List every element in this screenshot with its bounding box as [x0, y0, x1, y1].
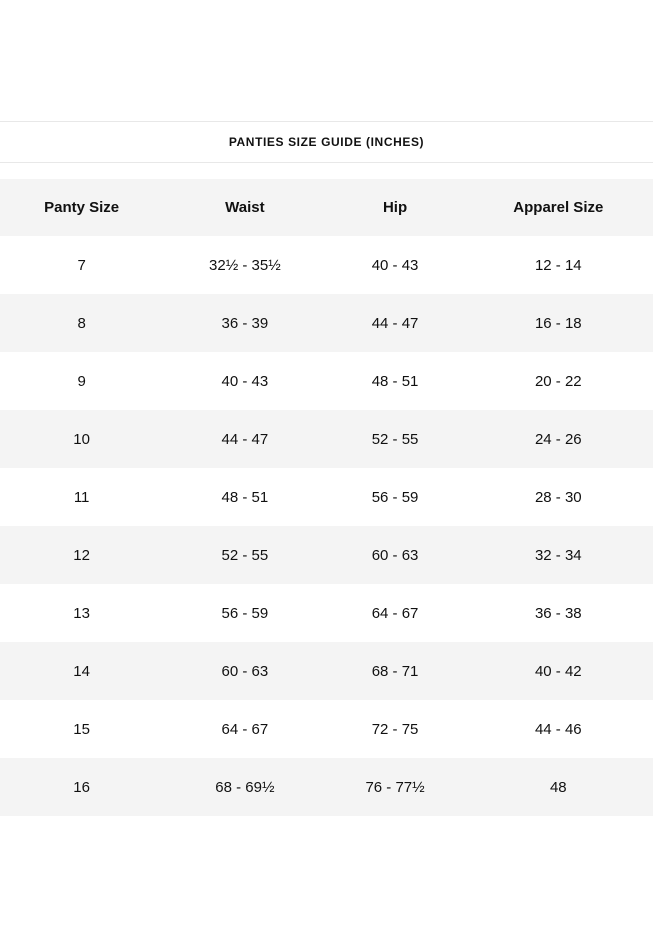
- size-guide-title-bar: [0, 121, 653, 163]
- panty-size-cell: 7: [77, 256, 86, 274]
- table-row: [0, 758, 653, 816]
- hip-cell: 60 - 63: [327, 526, 464, 584]
- panty-size-cell: 16: [0, 758, 163, 816]
- hip-cell: 40 - 43: [371, 256, 419, 274]
- apparel-size-cell: 32 - 34: [464, 526, 653, 584]
- top-spacer: [0, 0, 653, 121]
- panty-size-cell: 11: [73, 488, 90, 506]
- hip-cell: 64 - 67: [371, 604, 419, 622]
- panty-size-cell: 10: [0, 410, 163, 468]
- table-row: [0, 468, 653, 526]
- waist-cell: 60 - 63: [163, 642, 326, 700]
- pre-table-gap: [0, 163, 653, 179]
- apparel-size-cell: 40 - 42: [464, 642, 653, 700]
- panty-size-cell: 15: [73, 720, 90, 738]
- apparel-size-cell: 24 - 26: [464, 410, 653, 468]
- table-row: [0, 294, 653, 352]
- table-row: [0, 642, 653, 700]
- table-row: [0, 236, 653, 294]
- table-row: [0, 526, 653, 584]
- table-row: [0, 584, 653, 642]
- table-row: [0, 410, 653, 468]
- table-row: [0, 700, 653, 758]
- column-header-hip: Hip: [327, 179, 464, 236]
- waist-cell: 44 - 47: [163, 410, 326, 468]
- column-header-panty-size: Panty Size: [0, 179, 163, 236]
- hip-cell: 72 - 75: [371, 720, 419, 738]
- apparel-size-cell: 20 - 22: [534, 372, 582, 390]
- panty-size-cell: 13: [73, 604, 90, 622]
- hip-cell: 56 - 59: [371, 488, 419, 506]
- hip-cell: 48 - 51: [371, 372, 419, 390]
- waist-cell: 36 - 39: [163, 294, 326, 352]
- waist-cell: 32½ - 35½: [209, 256, 281, 274]
- column-header-apparel-size: Apparel Size: [464, 179, 653, 236]
- waist-cell: 68 - 69½: [163, 758, 326, 816]
- table-header: [0, 179, 653, 236]
- table-row: [0, 352, 653, 410]
- size-guide-title: PANTIES SIZE GUIDE (INCHES): [228, 135, 425, 149]
- apparel-size-cell: 36 - 38: [534, 604, 582, 622]
- apparel-size-cell: 28 - 30: [534, 488, 582, 506]
- waist-cell: 64 - 67: [221, 720, 269, 738]
- apparel-size-cell: 16 - 18: [464, 294, 653, 352]
- panty-size-cell: 8: [0, 294, 163, 352]
- panty-size-cell: 9: [77, 372, 86, 390]
- waist-cell: 52 - 55: [163, 526, 326, 584]
- waist-cell: 56 - 59: [221, 604, 269, 622]
- apparel-size-cell: 44 - 46: [534, 720, 582, 738]
- size-guide-table: [0, 179, 653, 816]
- panty-size-cell: 14: [0, 642, 163, 700]
- hip-cell: 44 - 47: [327, 294, 464, 352]
- hip-cell: 52 - 55: [327, 410, 464, 468]
- hip-cell: 76 - 77½: [327, 758, 464, 816]
- column-header-waist: Waist: [163, 179, 326, 236]
- panty-size-cell: 12: [0, 526, 163, 584]
- waist-cell: 40 - 43: [221, 372, 269, 390]
- header-row: [0, 179, 653, 236]
- apparel-size-cell: 12 - 14: [534, 256, 582, 274]
- hip-cell: 68 - 71: [327, 642, 464, 700]
- waist-cell: 48 - 51: [221, 488, 269, 506]
- table-body: [0, 236, 653, 816]
- apparel-size-cell: 48: [464, 758, 653, 816]
